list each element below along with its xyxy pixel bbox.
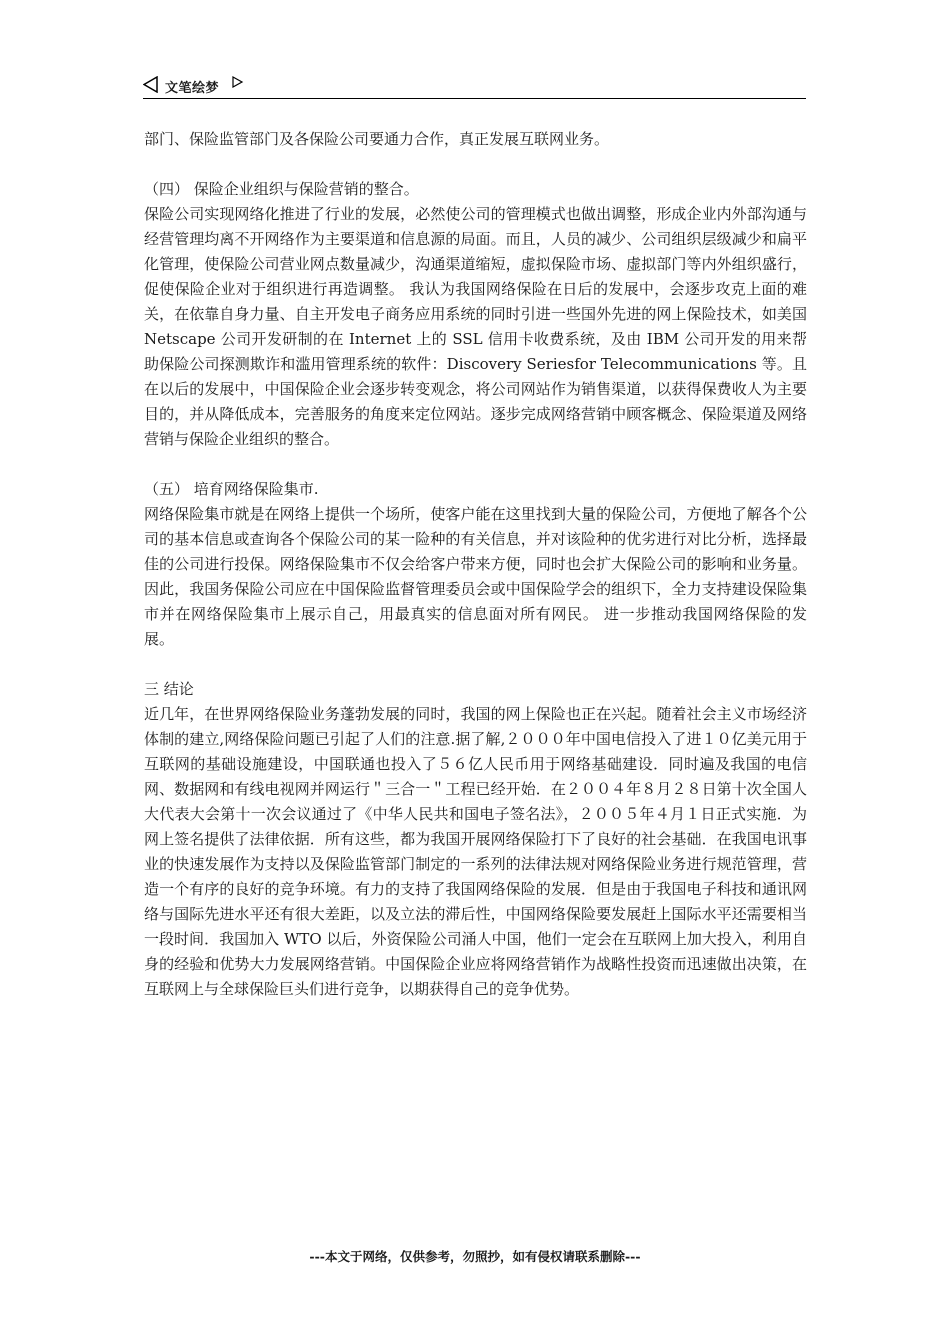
triangle-right-icon: [232, 76, 244, 92]
section-heading-conclusion: 三 结论: [144, 680, 194, 698]
header-title: 文笔绘梦: [165, 81, 220, 96]
section-heading-4: （四） 保险企业组织与保险营销的整合。: [144, 180, 419, 198]
paragraph-section-4: 保险公司实现网络化推进了行业的发展，必然使公司的管理模式也做出调整，形成企业内外部沟通与经营管理均离不开网络作为主要渠道和信息源的局面。而且，人员的减少、公司组织层级减少和扁平化管理，使保险公司营业网点数量减少，沟通渠道缩短，虚拟保险市场、虚拟部门等内外组织盛行，促使保险企业对于组织进行再造调整。 我认为我国网络保险在日后的发展中，会逐步攻克上面的难关，在依靠自身力量、自主开发电子商务应用系统的同时引进一些国外先进的网上保险技术，如美国 Netscape 公司开发研制的在 Internet 上的 SSL 信用卡收费系统，及由 IBM 公司开发的用来帮助保险公司探测欺诈和滥用管理系统的软件：Discovery Seriesfor Telecommunications 等。且在以后的发展中，中国保险企业会逐步转变观念，将公司网站作为销售渠道，以获得保费收人为主要目的，并从降低成本，完善服务的角度来定位网站。逐步完成网络营销中顾客概念、保险渠道及网络营销与保险企业组织的整合。: [144, 205, 807, 448]
footer-disclaimer: ---本文于网络，仅供参考，勿照抄，如有侵权请联系删除---: [309, 1249, 641, 1264]
document-body: [144, 127, 807, 1002]
paragraph-continuation: 部门、保险监管部门及各保险公司要通力合作，真正发展互联网业务。: [144, 130, 610, 148]
section-heading-5: （五） 培育网络保险集市.: [144, 480, 319, 498]
paragraph-section-5: 网络保险集市就是在网络上提供一个场所，使客户能在这里找到大量的保险公司，方便地了解各个公司的基本信息或查询各个保险公司的某一险种的有关信息，并对该险种的优劣进行对比分析，选择最佳的公司进行投保。网络保险集市不仅会给客户带来方便，同时也会扩大保险公司的影响和业务量。因此，我国务保险公司应在中国保险监督管理委员会或中国保险学会的组织下，全力支持建设保险集市并在网络保险集市上展示自己，用最真实的信息面对所有网民。 进一步推动我国网络保险的发展。: [144, 505, 807, 648]
triangle-left-icon: [143, 76, 159, 97]
page-header: [143, 74, 806, 99]
paragraph-conclusion: 近几年，在世界网络保险业务蓬勃发展的同时，我国的网上保险也正在兴起。随着社会主义市场经济体制的建立,网络保险问题已引起了人们的注意.据了解,２０００年中国电信投入了进１０亿美元用于互联网的基础设施建设，中国联通也投入了５６亿人民币用于网络基础建设．同时遍及我国的电信网、数据网和有线电视网并网运行＂三合一＂工程已经开始．在２００４年８月２８日第十次全国人大代表大会第十一次会议通过了《中华人民共和国电子签名法》，２００５年４月１日正式实施．为网上签名提供了法律依据．所有这些，都为我国开展网络保险打下了良好的社会基础．在我国电讯事业的快速发展作为支持以及保险监管部门制定的一系列的法律法规对网络保险业务进行规范管理，营造一个有序的良好的竞争环境。有力的支持了我国网络保险的发展．但是由于我国电子科技和通讯网络与国际先进水平还有很大差距，以及立法的滞后性，中国网络保险要发展赶上国际水平还需要相当一段时间．我国加入 WTO 以后，外资保险公司涌人中国，他们一定会在互联网上加大投入，利用自身的经验和优势大力发展网络营销。中国保险企业应将网络营销作为战略性投资而迅速做出决策，在互联网上与全球保险巨头们进行竞争，以期获得自己的竞争优势。: [144, 705, 807, 998]
